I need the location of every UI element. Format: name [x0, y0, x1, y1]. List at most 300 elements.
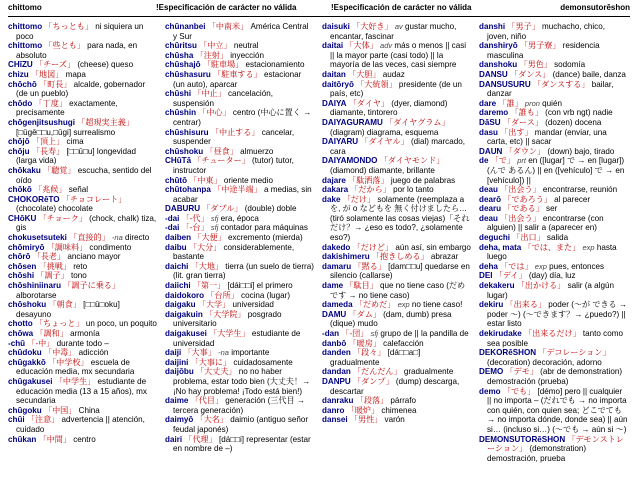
japanese-form: 「台所」 — [206, 290, 239, 300]
japanese-form: 「頂上」 — [31, 137, 65, 147]
japanese-form: 「中国」 — [43, 405, 77, 415]
dictionary-entry — [165, 358, 314, 368]
headword: chūshoku — [165, 146, 204, 156]
headword: chūtohanpa — [165, 185, 211, 195]
definition: un poco, un poquito — [85, 319, 157, 329]
definition: (con vrb ngt) nadie — [545, 108, 613, 118]
headword: chotto — [8, 319, 33, 329]
definition: calefacción — [383, 338, 424, 348]
definition: (diamond) diamante, brillante — [330, 165, 435, 175]
dictionary-entry — [165, 300, 314, 310]
japanese-form: 「ダンスする」 — [532, 79, 590, 89]
definition: centro (中心に置く → centrar) — [173, 108, 312, 127]
dictionary-entry — [165, 243, 314, 262]
dictionary-entry — [165, 108, 314, 127]
dictionary-entry — [479, 300, 628, 329]
japanese-form: 「である」 — [503, 204, 544, 214]
dictionary-entry — [322, 348, 471, 367]
dictionary-entry — [165, 291, 314, 301]
definition: señal — [68, 185, 89, 195]
dictionary-entry — [479, 262, 628, 272]
japanese-form: 「ダース」 — [502, 117, 543, 127]
dictionary-entry — [8, 300, 157, 319]
japanese-form: 「第一」 — [192, 281, 226, 291]
dictionary-entry — [8, 252, 157, 262]
japanese-form: 「だから」 — [350, 185, 391, 195]
dictionary-entry — [8, 137, 157, 147]
definition: (tutor) tutor, instructor — [173, 156, 294, 175]
dictionary-entry — [479, 271, 628, 281]
headword: danbō — [322, 338, 347, 348]
japanese-form: 「長老」 — [32, 252, 66, 262]
japanese-form: 「デモンストレーション」 — [487, 434, 624, 454]
header-error-2: !Especificación de carácter no válida — [331, 3, 472, 12]
column-3 — [322, 22, 471, 425]
definition: almuerzo — [240, 146, 274, 156]
dictionary-entry — [322, 80, 471, 99]
part-of-speech: exp — [582, 242, 595, 252]
definition: (dump) descarga, descartar — [330, 376, 460, 396]
dictionary-entry — [165, 22, 314, 41]
definition: encontrarse, reunión — [542, 185, 618, 195]
dictionary-entry — [479, 108, 628, 118]
dictionary-entry — [8, 60, 157, 70]
headword: chōshiniinaru — [8, 281, 62, 291]
definition: no tiene caso! — [411, 300, 463, 310]
dictionary-entry — [479, 22, 628, 41]
headword: chittomo — [8, 41, 43, 51]
definition: (cheese) queso — [77, 60, 134, 70]
dictionary-entry — [479, 435, 628, 464]
dictionary-entry — [8, 271, 157, 281]
dictionary-entry — [165, 51, 314, 61]
headword: chōjō — [8, 137, 30, 147]
definition: excremento (mierda) — [227, 233, 303, 243]
dictionary-entry — [8, 435, 157, 445]
definition: considerablemente, bastante — [173, 242, 295, 262]
dictionary-entry — [479, 195, 628, 205]
headword: daiichi — [165, 281, 191, 291]
headword: chūshasuru — [165, 69, 211, 79]
definition: cancelar, suspender — [173, 127, 295, 147]
dictionary-entry — [479, 80, 628, 99]
headword: -chū — [8, 338, 26, 348]
dictionary-entry — [479, 60, 628, 70]
headword: daigaku — [165, 300, 196, 310]
definition: grupo de || la pandilla de — [380, 329, 469, 338]
dictionary-entry — [8, 262, 157, 272]
japanese-form: 「誰も」 — [510, 108, 543, 118]
dictionary-entry — [8, 329, 157, 339]
definition: para nada, en absoluto — [16, 41, 138, 60]
headword: de — [479, 156, 489, 166]
dictionary-entry — [479, 214, 628, 233]
headword: DAIYA — [322, 98, 347, 108]
japanese-form: 「でも」 — [502, 386, 536, 396]
definition: advertencia || atención, cuidado — [16, 415, 145, 434]
headword: dake — [322, 194, 341, 204]
headword: dakara — [322, 185, 349, 195]
definition: adicción — [78, 348, 109, 358]
japanese-form: 「調子に乗る」 — [63, 281, 120, 291]
japanese-form: 「ダンス」 — [510, 69, 551, 79]
dictionary-entry — [165, 367, 314, 396]
headword: damaru — [322, 261, 352, 271]
japanese-form: 「チーズ」 — [34, 60, 76, 70]
japanese-form: 「中学生」 — [54, 376, 96, 386]
japanese-form: 「中立」 — [199, 41, 232, 51]
definition: bailar, danzar — [487, 79, 614, 99]
japanese-form: 「誰」 — [498, 98, 523, 108]
definition: escucha, sentido del oído — [16, 165, 152, 185]
dictionary-entry — [8, 233, 157, 243]
definition: pues, entonces — [549, 261, 605, 271]
japanese-form: 「直接的」 — [69, 233, 110, 243]
dictionary-entry — [165, 329, 314, 348]
japanese-form: 「聴覚」 — [43, 165, 76, 175]
definition: importante — [231, 348, 270, 358]
definition: estacionar (un auto), aparcar — [173, 69, 302, 89]
japanese-form: 「ダイヤグラム」 — [385, 117, 450, 127]
japanese-form: 「大便」 — [193, 233, 226, 243]
dictionary-entry — [8, 166, 157, 185]
japanese-form: 「出来るだけ」 — [524, 329, 581, 338]
definition: reto — [73, 261, 88, 271]
headword: dasu — [479, 127, 498, 137]
japanese-form: 「大学院」 — [205, 309, 246, 319]
part-of-speech: sfj — [210, 223, 219, 233]
definition: ser — [546, 204, 558, 214]
definition: oriente medio — [223, 175, 273, 185]
dictionary-entry — [322, 176, 471, 186]
definition: cocina (lugar) — [241, 290, 291, 300]
headword: daitai — [322, 41, 344, 51]
japanese-form: 「では」 — [500, 261, 533, 271]
definition: directo — [125, 233, 150, 243]
definition: estacionamiento — [245, 60, 305, 70]
japanese-form: 「ダイヤモンド」 — [379, 156, 445, 166]
definition: poder (〜が できる → poder 〜) (〜できます？→ ¿puedo?) || estar listo — [487, 300, 627, 329]
headword: chūdoku — [8, 348, 42, 358]
japanese-form: 「出す」 — [500, 127, 533, 137]
headword: chūshin — [165, 108, 197, 118]
definition: tierra (un suelo de tierra) (lit. gran tierra) — [173, 261, 314, 281]
headword: dekiru — [479, 300, 504, 310]
definition: aún así, sin embargo — [395, 242, 471, 252]
headword: danro — [322, 405, 345, 415]
headword: daichi — [165, 261, 189, 271]
definition: (dance) baile, danza — [552, 69, 626, 79]
headword: DAIYAGURAMU — [322, 117, 383, 127]
dictionary-entry — [8, 118, 157, 137]
japanese-form: 「出来る」 — [505, 300, 547, 310]
headword: chōrō — [8, 252, 31, 262]
dictionary-entry — [322, 156, 471, 175]
definition: (abr de demonstration) demostración (prueba) — [487, 367, 623, 386]
dictionary-entry — [322, 243, 471, 253]
japanese-form: 「大分」 — [188, 242, 222, 252]
column-1 — [8, 22, 157, 444]
dictionary-entry — [479, 147, 628, 157]
headword: chūgakusei — [8, 376, 53, 386]
dictionary-entry — [322, 118, 471, 137]
definition: residencia masculina — [487, 41, 600, 60]
headword: chūgakkō — [8, 357, 46, 367]
japanese-form: 「ダンプ」 — [353, 376, 394, 386]
japanese-form: 「挑戦」 — [38, 261, 71, 271]
headword: DāSU — [479, 117, 501, 127]
definition: (demonstration) demostración, prueba — [487, 444, 587, 463]
definition: cima — [66, 137, 84, 147]
dictionary-entry — [165, 233, 314, 243]
japanese-form: 「チョコレート」 — [61, 194, 127, 204]
headword: chūkan — [8, 434, 37, 444]
definition: armonía — [70, 329, 100, 338]
dictionary-entry — [479, 329, 628, 348]
headword: dairi — [165, 434, 183, 444]
dictionary-entry — [322, 396, 471, 406]
dictionary-entry — [8, 348, 157, 358]
dictionary-entry — [8, 406, 157, 416]
headword: chūi — [8, 415, 25, 425]
dictionary-entry — [165, 60, 314, 70]
japanese-form: 「大地」 — [190, 261, 224, 271]
definition: [□□ū□u] longevidad (larga vida) — [16, 146, 137, 166]
definition: generación (三代目 → tercera generación) — [173, 396, 305, 415]
japanese-form: 「チョーク」 — [38, 213, 87, 223]
headword: chokusetsuteki — [8, 233, 67, 243]
definition: condimento — [89, 242, 132, 252]
japanese-form: 「昼食」 — [205, 146, 238, 156]
definition: gradualmente — [403, 367, 454, 377]
headword: DAIYARU — [322, 137, 359, 147]
part-of-speech: exp — [534, 261, 547, 271]
definition: mandar (enviar, una carta, etc) || sacar — [487, 127, 607, 147]
japanese-form: 「デモ」 — [505, 367, 538, 377]
japanese-form: 「注意」 — [26, 415, 60, 425]
headword: danshi — [479, 22, 506, 31]
headword: dekirudake — [479, 329, 522, 338]
definition: alcalde, gobernador (de un pueblo) — [16, 79, 146, 99]
definition: [dá□□i] representar (estar en nombre de –) — [173, 434, 311, 454]
headword: chizu — [8, 69, 29, 79]
japanese-form: 「大体」 — [345, 41, 378, 51]
dictionary-entry — [8, 41, 157, 60]
headword: dansei — [322, 415, 348, 425]
headword: chittomo — [8, 22, 43, 31]
headword: daidokoro — [165, 290, 205, 300]
japanese-form: 「朝食」 — [48, 300, 81, 310]
japanese-form: 「男子」 — [507, 22, 540, 31]
dictionary-entry — [322, 185, 471, 195]
headword: demo — [479, 386, 501, 396]
japanese-form: 「中東」 — [189, 175, 222, 185]
dictionary-entry — [8, 195, 157, 214]
header-first-word: chittomo — [8, 3, 42, 12]
headword: chūritsu — [165, 41, 197, 51]
headword: chōshi — [8, 271, 35, 281]
headword: DAIYAMONDO — [322, 156, 378, 166]
dictionary-entry — [8, 281, 157, 300]
japanese-form: 「だめだ」 — [354, 300, 396, 310]
japanese-form: 「注射」 — [195, 50, 228, 60]
japanese-form: 「出かける」 — [516, 281, 566, 291]
part-of-speech: pron — [524, 98, 540, 108]
definition: que no tiene caso (だめです → no tiene caso) — [330, 281, 466, 300]
definition: daimio (antiguo señor feudal japonés) — [173, 415, 309, 434]
japanese-form: 「大学生」 — [209, 329, 250, 338]
definition: durante todo – — [56, 338, 109, 348]
dictionary-entry — [8, 377, 157, 406]
header-error-1: !Especificación de carácter no válida — [156, 3, 297, 12]
headword: dajare — [322, 175, 346, 185]
headword: DEI — [479, 271, 493, 281]
japanese-form: 「超現実主義」 — [77, 117, 134, 127]
dictionary-entry — [165, 396, 314, 415]
japanese-form: 「だけ」 — [342, 194, 376, 204]
japanese-form: 「黙る」 — [353, 261, 386, 271]
headword: daremo — [479, 108, 509, 118]
definition: (double) doble — [244, 204, 297, 214]
japanese-form: 「-中」 — [27, 338, 55, 348]
dictionary-entry — [322, 339, 471, 349]
dictionary-entry — [165, 41, 314, 51]
headword: daijōbu — [165, 367, 194, 377]
headword: chūsha — [165, 50, 194, 60]
headword: dearō — [479, 194, 502, 204]
definition: (dam, dumb) presa (dique) mudo — [330, 309, 452, 329]
column-2 — [165, 22, 314, 454]
definition: gustar mucho, encantar, fascinar — [330, 22, 457, 41]
japanese-form: 「中間」 — [38, 434, 71, 444]
definition: mapa — [65, 69, 86, 79]
headword: chōchō — [8, 79, 37, 89]
definition: (day) día, luz — [528, 271, 576, 281]
headword: DANSUSURU — [479, 79, 531, 89]
dictionary-entry — [8, 147, 157, 166]
headword: deau — [479, 185, 498, 195]
headword: dame — [322, 281, 344, 291]
dictionary-entry — [165, 128, 314, 147]
headword: DEMONSUTORēSHON — [479, 434, 566, 444]
dictionary-entry — [322, 70, 471, 80]
definition: [dái□□i] el primero — [227, 281, 293, 291]
headword: chōkaku — [8, 165, 41, 175]
dictionary-entry — [322, 262, 471, 281]
headword: chōmiryō — [8, 242, 45, 252]
definition: era, época — [220, 213, 259, 223]
japanese-form: 「-団」 — [341, 329, 369, 338]
japanese-form: 「ちょっと」 — [34, 319, 84, 329]
definition: chimenea — [381, 405, 417, 415]
dictionary-entry — [165, 435, 314, 454]
definition: a medias, sin acabar — [173, 185, 312, 204]
dictionary-entry — [479, 185, 628, 195]
japanese-form: 「デコレーション」 — [538, 348, 611, 358]
headword: deau — [479, 213, 498, 223]
japanese-form: 「大事」 — [183, 348, 216, 358]
japanese-form: 「大胆」 — [348, 69, 381, 79]
definition: inyección — [230, 50, 264, 60]
headword: chūshi — [165, 89, 192, 99]
definition: varón — [384, 415, 405, 425]
definition: quién — [542, 98, 562, 108]
japanese-form: 「ダブル」 — [202, 204, 243, 214]
dictionary-entry — [479, 387, 628, 435]
japanese-form: 「駄洒落」 — [348, 175, 389, 185]
headword: daijini — [165, 357, 189, 367]
definition: tanto como sea posible — [487, 329, 623, 348]
japanese-form: 「だんだん」 — [353, 367, 402, 377]
definition: por lo tanto — [393, 185, 434, 195]
dictionary-entry — [8, 214, 157, 233]
japanese-form: 「抱きしめる」 — [371, 252, 429, 262]
japanese-form: 「-台」 — [181, 223, 209, 233]
headword: deha — [479, 261, 498, 271]
definition: (dial) marcado, cara — [330, 137, 465, 156]
headword: dameda — [322, 300, 353, 310]
definition: más o menos || casi || la mayor parte (casi todo) || la mayoría de las veces, casi siempre — [330, 41, 467, 70]
japanese-form: 「中止する」 — [210, 127, 260, 137]
headword: dekakeru — [479, 281, 515, 291]
dictionary-entry — [322, 22, 471, 41]
headword: dandan — [322, 367, 351, 377]
dictionary-entry — [479, 243, 628, 262]
definition: anciano mayor — [67, 252, 121, 262]
japanese-form: 「丁度」 — [34, 98, 67, 108]
definition: hasta luego — [487, 242, 617, 262]
headword: chūgoku — [8, 405, 42, 415]
headword: DAMU — [322, 309, 347, 319]
headword: DAUN — [479, 146, 503, 156]
headword: daigakuin — [165, 309, 203, 319]
headword: -dan — [322, 329, 340, 338]
dictionary-entry — [322, 195, 471, 243]
dictionary-entry — [322, 329, 471, 339]
definition: escuela de educación media, mx secundaria — [16, 357, 135, 377]
part-of-speech: -na — [218, 348, 229, 358]
headword: chūshajō — [165, 60, 201, 70]
headword: CHūTā — [165, 156, 192, 166]
dictionary-entry — [479, 204, 628, 214]
dictionary-entry — [322, 377, 471, 396]
part-of-speech: sfj — [210, 213, 219, 223]
headword: daiben — [165, 233, 192, 243]
headword: danden — [322, 348, 351, 358]
dictionary-entry — [322, 281, 471, 300]
japanese-form: 「中途半端」 — [213, 185, 262, 195]
japanese-form: 「ダイヤル」 — [360, 137, 409, 147]
dictionary-entry — [8, 185, 157, 195]
definition: estudiante de educación media (13 a 15 años), mx secundaria — [16, 376, 147, 406]
dictionary-entry — [165, 147, 314, 157]
definition: abrazar — [430, 252, 459, 262]
japanese-form: 「出会う」 — [500, 213, 541, 223]
dictionary-entry — [8, 319, 157, 329]
japanese-form: 「で」 — [490, 156, 515, 166]
definition: audaz — [382, 69, 405, 79]
definition: solamente (reemplaza a を, が o などもを 無く付けましたら… (tiró solamente las cosas viejas)「それだけ？→ ¿eso es todo?, ¿solamente eso?) — [330, 194, 470, 243]
dictionary-entry — [165, 185, 314, 204]
japanese-form: 「大事に」 — [190, 357, 232, 367]
headword: DANSU — [479, 69, 508, 79]
japanese-form: 「男性」 — [349, 415, 383, 425]
definition: [dam□□u] quedarse en silencio (callarse) — [330, 261, 470, 281]
column-4 — [479, 22, 628, 463]
definition: neutral — [233, 41, 259, 51]
dictionary-entry — [8, 339, 157, 349]
japanese-form: 「兆候」 — [34, 185, 67, 195]
